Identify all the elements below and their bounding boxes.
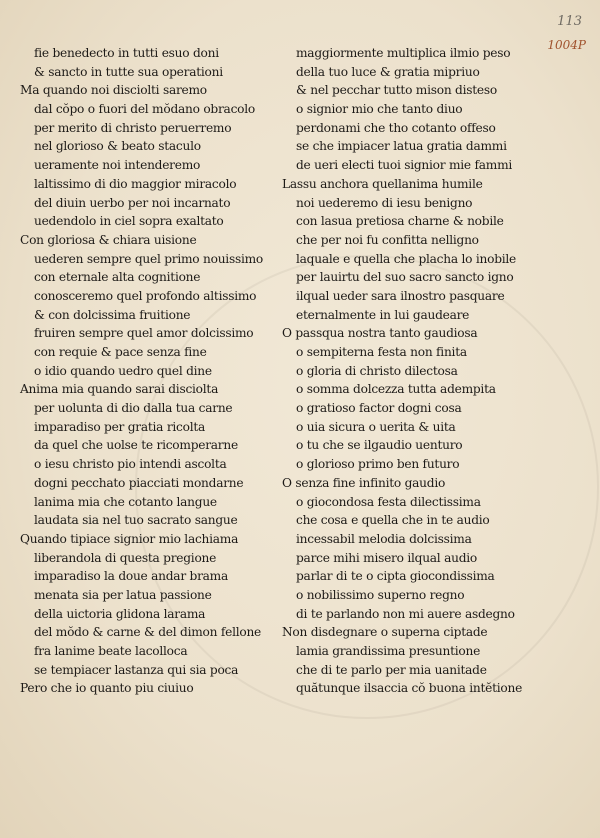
verse-line: per uolunta di dio dalla tua carne bbox=[34, 401, 233, 416]
verse-line: della uictoria glidona larama bbox=[34, 606, 206, 621]
verse-line: o nobilissimo superno regno bbox=[296, 587, 465, 602]
verse-line: dogni pecchato piacciati mondarne bbox=[34, 475, 244, 490]
verse-line: fra lanime beate lacolloca bbox=[34, 644, 188, 658]
verse-line: imparadiso per gratia ricolta bbox=[34, 419, 206, 434]
verse-line: da quel che uolse te ricomperarne bbox=[34, 438, 238, 453]
verse-line: Lassu anchora quellanima humile bbox=[282, 176, 483, 191]
verse-line: parce mihi misero ilqual audio bbox=[296, 550, 477, 565]
verse-line: o gloria di christo dilectosa bbox=[296, 363, 458, 378]
verse-line: per lauirtu del suo sacro sancto igno bbox=[296, 270, 514, 285]
verse-line: uederen sempre quel primo nouissimo bbox=[34, 251, 263, 266]
verse-line: che per noi fu confitta nelligno bbox=[296, 232, 479, 247]
verse-line: fruiren sempre quel amor dolcissimo bbox=[34, 326, 254, 341]
right-text-column bbox=[282, 44, 552, 698]
verse-line: laquale e quella che placha lo inobile bbox=[296, 251, 516, 266]
verse-line: della tuo luce & gratia mipriuo bbox=[296, 64, 480, 79]
verse-line: ilqual ueder sara ilnostro pasquare bbox=[296, 288, 505, 303]
verse-line: o idio quando uedro quel dine bbox=[34, 363, 212, 378]
verse-line: o tu che se ilgaudio uenturo bbox=[296, 438, 463, 453]
verse-line: uedendolo in ciel sopra exaltato bbox=[34, 214, 224, 229]
verse-line: Ma quando noi disciolti saremo bbox=[20, 83, 207, 98]
verse-line: imparadiso la doue andar brama bbox=[34, 569, 228, 584]
verse-line: o glorioso primo ben futuro bbox=[296, 457, 460, 472]
margin-note: 1004P bbox=[547, 38, 586, 52]
verse-line: & nel pecchar tutto mison disteso bbox=[296, 83, 497, 98]
verse-line: o giocondosa festa dilectissima bbox=[296, 494, 481, 509]
verse-line: del diuin uerbo per noi incarnato bbox=[34, 195, 231, 210]
verse-line: fie benedecto in tutti esuo doni bbox=[34, 46, 219, 60]
verse-line: & sancto in tutte sua operationi bbox=[34, 64, 223, 79]
verse-line: Pero che io quanto piu ciuiuo bbox=[20, 681, 194, 696]
verse-line: se tempiacer lastanza qui sia poca bbox=[34, 662, 239, 677]
verse-line: O senza fine infinito gaudio bbox=[282, 475, 446, 490]
verse-line: del mŏdo & carne & del dimon fellone bbox=[34, 625, 262, 640]
verse-line: noi uederemo di iesu benigno bbox=[296, 195, 473, 210]
verse-line: lamia grandissima presuntione bbox=[296, 644, 481, 658]
verse-line: liberandola di questa pregione bbox=[34, 550, 217, 565]
verse-line: quătunque ilsaccia cŏ buona intĕtione bbox=[296, 681, 523, 696]
verse-line: con requie & pace senza fine bbox=[34, 345, 207, 359]
verse-line: o somma dolcezza tutta adempita bbox=[296, 382, 496, 397]
verse-line: o signior mio che tanto diuo bbox=[296, 102, 463, 117]
verse-line: lanima mia che cotanto langue bbox=[34, 494, 217, 509]
verse-line: menata sia per latua passione bbox=[34, 587, 212, 602]
verse-line: Quando tipiace signior mio lachiama bbox=[20, 531, 239, 546]
verse-line: Non disdegnare o superna ciptade bbox=[282, 625, 488, 640]
verse-line: o iesu christo pio intendi ascolta bbox=[34, 457, 227, 472]
verse-line: dal cŏpo o fuori del mŏdano obracolo bbox=[34, 102, 255, 117]
verse-line: maggiormente multiplica ilmio peso bbox=[296, 46, 511, 60]
verse-line: incessabil melodia dolcissima bbox=[296, 531, 472, 546]
verse-line: ueramente noi intenderemo bbox=[34, 158, 201, 173]
verse-line: & con dolcissima fruitione bbox=[34, 307, 191, 322]
verse-line: parlar di te o cipta giocondissima bbox=[296, 569, 495, 584]
verse-line: eternalmente in lui gaudeare bbox=[296, 307, 470, 322]
verse-line: di te parlando non mi auere asdegno bbox=[296, 606, 515, 621]
folio-number: 113 bbox=[557, 14, 582, 29]
verse-line: nel glorioso & beato staculo bbox=[34, 139, 201, 154]
verse-line: o uia sicura o uerita & uita bbox=[296, 419, 456, 434]
verse-line: conosceremo quel profondo altissimo bbox=[34, 288, 257, 303]
verse-line: con eternale alta cognitione bbox=[34, 270, 201, 285]
verse-line: o gratioso factor dogni cosa bbox=[296, 401, 462, 416]
verse-line: laudata sia nel tuo sacrato sangue bbox=[34, 513, 238, 528]
verse-line: che cosa e quella che in te audio bbox=[296, 513, 490, 528]
verse-line: perdonami che tho cotanto offeso bbox=[296, 120, 496, 135]
verse-line: laltissimo di dio maggior miracolo bbox=[34, 176, 237, 191]
verse-line: che di te parlo per mia uanitade bbox=[296, 662, 487, 677]
verse-line: Con gloriosa & chiara uisione bbox=[20, 232, 197, 247]
verse-line: Anima mia quando sarai disciolta bbox=[20, 382, 219, 397]
verse-line: con lasua pretiosa charne & nobile bbox=[296, 214, 504, 229]
verse-line: O passqua nostra tanto gaudiosa bbox=[282, 326, 478, 341]
verse-line: o sempiterna festa non finita bbox=[296, 345, 467, 359]
verse-line: per merito di christo peruerremo bbox=[34, 120, 232, 135]
verse-line: se che impiacer latua gratia dammi bbox=[296, 139, 507, 154]
left-text-column bbox=[20, 44, 282, 698]
verse-line: de ueri electi tuoi signior mie fammi bbox=[296, 158, 513, 173]
